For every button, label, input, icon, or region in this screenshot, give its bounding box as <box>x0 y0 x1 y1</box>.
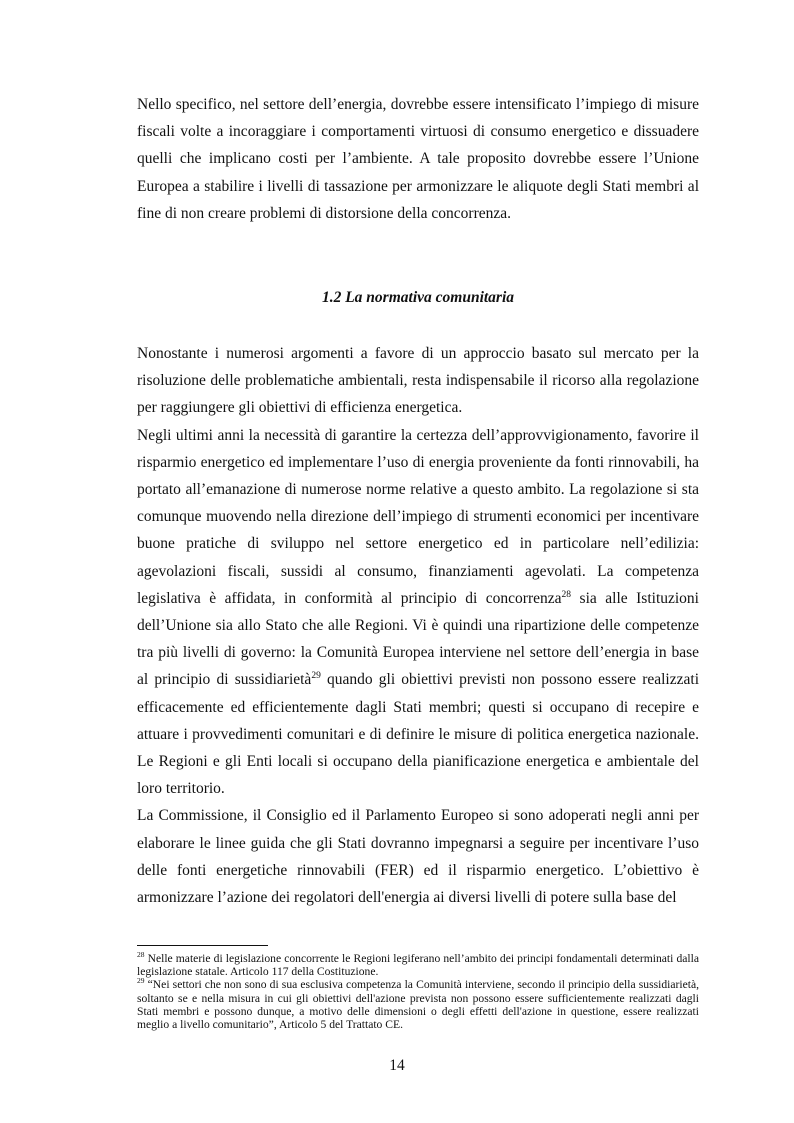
intro-paragraph: Nello specifico, nel settore dell’energia, dovrebbe essere intensificato l’impiego di misure fiscali volte a incoraggiare i comportamenti virtuosi di consumo energetico e dissuadere quelli che implicano costi per l’ambiente. A tale proposito dovrebbe essere l’Unione Europea a stabilire i livelli di tassazione per armonizzare le aliquote degli Stati membri al fine di non creare problemi di distorsione della concorrenza. <box>137 96 699 222</box>
footnote-text: “Nei settori che non sono di sua esclusiva competenza la Comunità interviene, secondo il principio della sussidiarietà, soltanto se e nella misura in cui gli obiettivi dell'azione prevista non possono essere sufficientemente realizzati dagli Stati membri e possono dunque, a motivo delle dimensioni o degli effetti dell'azione in questione, essere realizzati meglio a livello comunitario”, Articolo 5 del Trattato CE. <box>137 978 699 1032</box>
footnote-divider <box>137 945 268 946</box>
paragraph-3: La Commissione, il Consiglio ed il Parlamento Europeo si sono adoperati negli anni per elaborare le linee guida che gli Stati dovranno impegnarsi a seguire per incentivare l’uso delle fonti energetiche rinnovabili (FER) ed il risparmio energetico. L’obiettivo è armonizzare l’azione dei regolatori dell'energia ai diversi livelli di potere sulla base del <box>137 807 699 907</box>
page-number: 14 <box>389 1057 405 1074</box>
footnote-ref-29[interactable]: 29 <box>311 671 321 682</box>
footnote-text: Nelle materie di legislazione concorrente le Regioni legiferano nell’ambito dei principi fondamentali determinati dalla legislazione statale. Articolo 117 della Costituzione. <box>137 952 699 979</box>
footnotes <box>137 952 699 1031</box>
section-heading: 1.2 La normativa comunitaria <box>321 289 515 306</box>
footnote-number: 28 <box>137 950 145 960</box>
footnote-29 <box>137 978 699 1031</box>
footnote-ref-28[interactable]: 28 <box>561 589 572 600</box>
footnote-28 <box>137 952 699 978</box>
paragraph-2-part-1: Negli ultimi anni la necessità di garantire la certezza dell’approvvigionamento, favorire il risparmio energetico ed implementare l’uso di energia proveniente da fonti rinnovabili, ha portato all’emanazione di numerose norme relative a questo ambito. La regolazione si sta comunque muovendo nella direzione dell’impiego di strumenti economici per incentivare buone pratiche di sviluppo nel settore energetico ed in particolare nell’edilizia: agevolazioni fiscali, sussidi al consumo, finanziamenti agevolati. La competenza legislativa è affidata, in conformità al principio di concorrenza <box>137 426 699 607</box>
body-block <box>137 340 699 911</box>
intro-block <box>137 91 699 227</box>
paragraph-1: Nonostante i numerosi argomenti a favore di un approccio basato sul mercato per la risoluzione delle problematiche ambientali, resta indispensabile il ricorso alla regolazione per raggiungere gli obiettivi di efficienza energetica. <box>137 345 699 417</box>
paragraph-2 <box>137 422 699 803</box>
paragraph-2-part-2: sia alle Istituzioni dell’Unione sia allo Stato che alle Regioni. Vi è quindi una ripartizione delle competenze tra più livelli di governo: la Comunità Europea interviene nel settore dell’energia in base al principio di sussidiarietà <box>137 589 699 689</box>
footnote-number: 29 <box>137 976 145 986</box>
paragraph-2-part-3: quando gli obiettivi previsti non possono essere realizzati efficacemente ed efficientemente dagli Stati membri; questi si occupano di recepire e attuare i provvedimenti comunitari e di definire le misure di politica energetica nazionale. Le Regioni e gli Enti locali si occupano della pianificazione energetica e ambientale del loro territorio. <box>137 671 699 798</box>
